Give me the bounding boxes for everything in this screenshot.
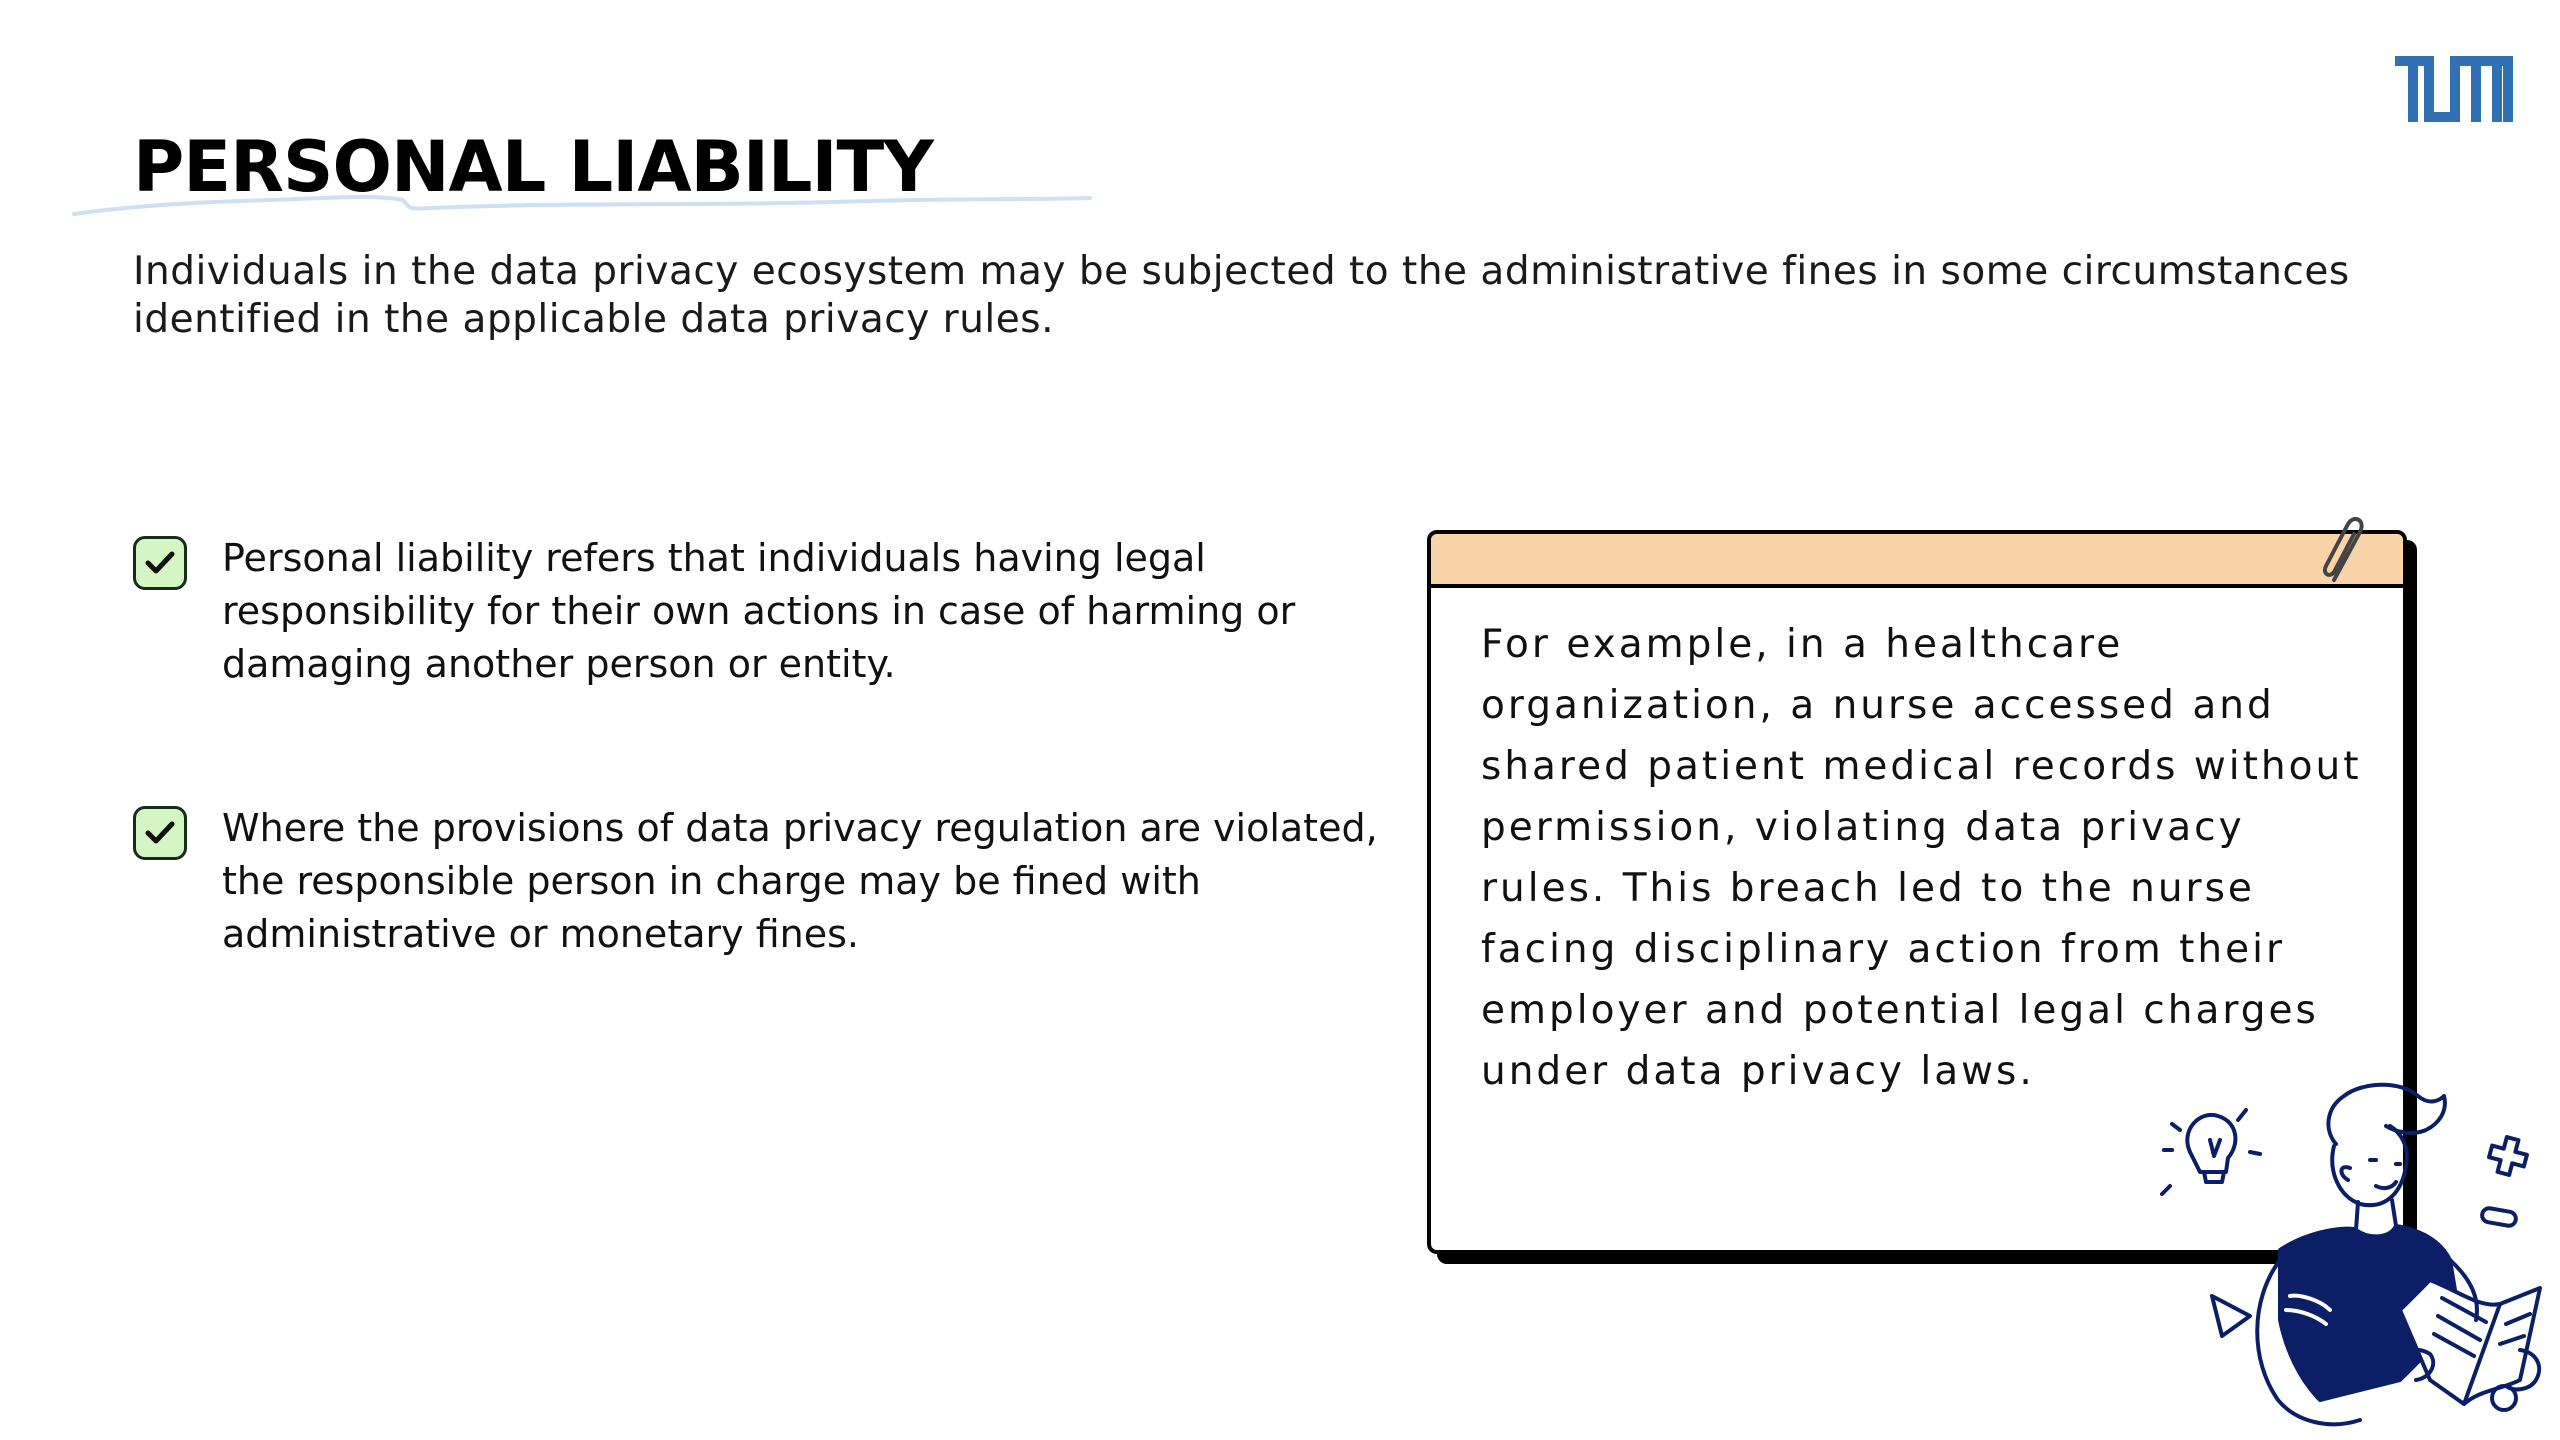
example-card-header xyxy=(1431,534,2403,588)
paperclip-icon xyxy=(2316,510,2376,590)
page-title: PERSONAL LIABILITY xyxy=(133,126,933,208)
bullet-text: Where the provisions of data privacy regulation are violated, the responsible person in charge may be fined with administrative or monetary fines. xyxy=(222,806,1378,956)
check-icon xyxy=(133,536,187,590)
example-card-text: For example, in a healthcare organization, a nurse accessed and shared patient medical records without permission, violating data privacy rules. This breach led to the nurse facing disciplinary action from their employer and potential legal charges under data privacy laws. xyxy=(1481,622,2362,1094)
tum-logo xyxy=(2395,56,2513,122)
title-underline-decoration xyxy=(72,188,1092,228)
person-reading-illustration xyxy=(2100,1060,2560,1440)
bullet-text: Personal liability refers that individuals having legal responsibility for their own actions in case of harming or damaging another person or entity. xyxy=(222,536,1296,686)
intro-paragraph: Individuals in the data privacy ecosystem may be subjected to the administrative fines in some circumstances identified in the applicable data privacy rules. xyxy=(133,249,2350,342)
check-icon xyxy=(133,806,187,860)
